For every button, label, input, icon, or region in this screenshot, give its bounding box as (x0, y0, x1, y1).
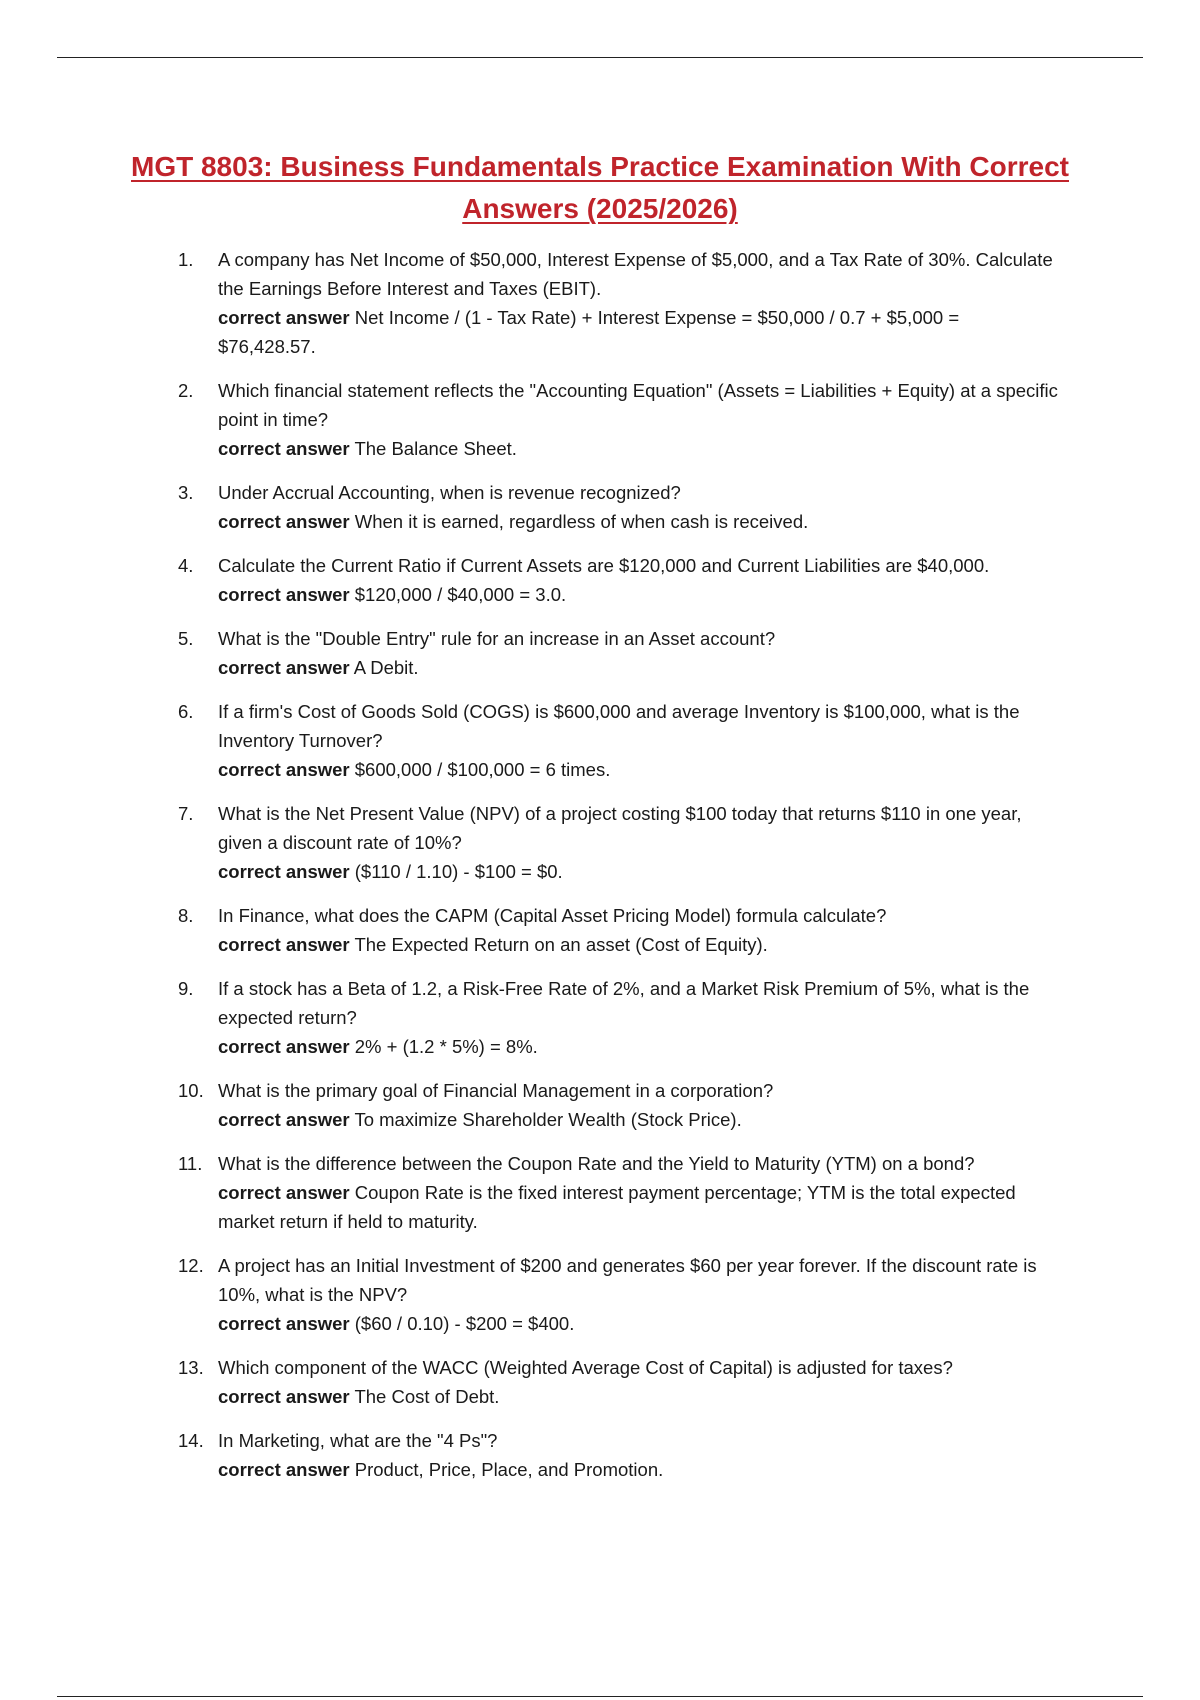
question-item (0, 1251, 1200, 1338)
question-number: 13. (178, 1357, 204, 1378)
answer-text: Product, Price, Place, and Promotion. (354, 1459, 664, 1480)
question-text: Which component of the WACC (Weighted Average Cost of Capital) is adjusted for taxes? (218, 1357, 953, 1378)
answer-line (218, 1382, 1060, 1411)
answer-line (218, 1455, 1060, 1484)
answer-text: $120,000 / $40,000 = 3.0. (354, 584, 567, 605)
question-item (0, 245, 1200, 361)
question-item (0, 551, 1200, 609)
question-text: A project has an Initial Investment of $200 and generates $60 per year forever. If the discount rate is 10%, what is the NPV? (218, 1255, 1037, 1305)
question-number: 4. (178, 555, 194, 576)
answer-line (218, 930, 1060, 959)
answer-line (218, 1032, 1060, 1061)
answer-label: correct answer (218, 1313, 350, 1334)
answer-line (218, 653, 1060, 682)
question-number: 8. (178, 905, 194, 926)
question-text: What is the "Double Entry" rule for an increase in an Asset account? (218, 628, 776, 649)
question-number: 5. (178, 628, 194, 649)
answer-line (218, 580, 1060, 609)
question-item (0, 1149, 1200, 1236)
answer-label: correct answer (218, 1459, 350, 1480)
answer-text: ($110 / 1.10) - $100 = $0. (354, 861, 563, 882)
answer-line (218, 434, 1060, 463)
question-number: 3. (178, 482, 194, 503)
question-item (0, 697, 1200, 784)
question-text: If a firm's Cost of Goods Sold (COGS) is $600,000 and average Inventory is $100,000, what is the Inventory Turnover? (218, 701, 1020, 751)
answer-text: $600,000 / $100,000 = 6 times. (354, 759, 611, 780)
question-text: A company has Net Income of $50,000, Interest Expense of $5,000, and a Tax Rate of 30%. Calculate the Earnings Before Interest and Taxes (EBIT). (218, 249, 1053, 299)
answer-label: correct answer (218, 1386, 350, 1407)
question-item (0, 1426, 1200, 1484)
answer-line (218, 1309, 1060, 1338)
answer-text: 2% + (1.2 * 5%) = 8%. (354, 1036, 538, 1057)
answer-line (218, 303, 1060, 361)
header-rule (57, 57, 1143, 58)
question-item (0, 799, 1200, 886)
question-number: 12. (178, 1255, 204, 1276)
footer-rule (57, 1696, 1143, 1697)
answer-text: The Expected Return on an asset (Cost of Equity). (354, 934, 768, 955)
answer-label: correct answer (218, 1036, 350, 1057)
question-text: What is the Net Present Value (NPV) of a project costing $100 today that returns $110 in one year, given a discount rate of 10%? (218, 803, 1022, 853)
answer-label: correct answer (218, 759, 350, 780)
question-text: Calculate the Current Ratio if Current Assets are $120,000 and Current Liabilities are $40,000. (218, 555, 990, 576)
question-item (0, 1353, 1200, 1411)
answer-text: Net Income / (1 - Tax Rate) + Interest Expense = $50,000 / 0.7 + $5,000 = $76,428.57. (218, 307, 960, 357)
answer-label: correct answer (218, 861, 350, 882)
question-number: 2. (178, 380, 194, 401)
answer-label: correct answer (218, 1182, 350, 1203)
answer-text: The Balance Sheet. (354, 438, 517, 459)
answer-label: correct answer (218, 584, 350, 605)
question-text: Which financial statement reflects the "Accounting Equation" (Assets = Liabilities + Equity) at a specific point in time? (218, 380, 1058, 430)
answer-text: ($60 / 0.10) - $200 = $400. (354, 1313, 575, 1334)
answer-label: correct answer (218, 307, 350, 328)
page-title: MGT 8803: Business Fundamentals Practice Examination With Correct Answers (2025/2026) (131, 151, 1069, 224)
question-item (0, 478, 1200, 536)
answer-label: correct answer (218, 934, 350, 955)
question-number: 14. (178, 1430, 204, 1451)
answer-label: correct answer (218, 438, 350, 459)
question-text: What is the difference between the Coupon Rate and the Yield to Maturity (YTM) on a bond? (218, 1153, 975, 1174)
question-item (0, 901, 1200, 959)
answer-text: To maximize Shareholder Wealth (Stock Price). (354, 1109, 742, 1130)
question-item (0, 624, 1200, 682)
question-text: What is the primary goal of Financial Management in a corporation? (218, 1080, 774, 1101)
question-text: In Marketing, what are the "4 Ps"? (218, 1430, 498, 1451)
question-item (0, 974, 1200, 1061)
answer-line (218, 507, 1060, 536)
question-text: Under Accrual Accounting, when is revenue recognized? (218, 482, 681, 503)
answer-line (218, 755, 1060, 784)
question-number: 7. (178, 803, 194, 824)
answer-label: correct answer (218, 1109, 350, 1130)
answer-line (218, 1105, 1060, 1134)
question-number: 10. (178, 1080, 204, 1101)
question-number: 1. (178, 249, 194, 270)
question-list (0, 245, 1200, 1499)
answer-label: correct answer (218, 657, 350, 678)
question-item (0, 376, 1200, 463)
answer-line (218, 857, 1060, 886)
answer-label: correct answer (218, 511, 350, 532)
answer-text: The Cost of Debt. (354, 1386, 500, 1407)
question-text: If a stock has a Beta of 1.2, a Risk-Free Rate of 2%, and a Market Risk Premium of 5%, what is the expected return? (218, 978, 1030, 1028)
answer-line (218, 1178, 1060, 1236)
answer-text: When it is earned, regardless of when cash is received. (354, 511, 809, 532)
question-text: In Finance, what does the CAPM (Capital Asset Pricing Model) formula calculate? (218, 905, 887, 926)
question-item (0, 1076, 1200, 1134)
answer-text: A Debit. (353, 657, 419, 678)
question-number: 6. (178, 701, 194, 722)
question-number: 9. (178, 978, 194, 999)
question-number: 11. (178, 1153, 203, 1174)
answer-text: Coupon Rate is the fixed interest payment percentage; YTM is the total expected market return if held to maturity. (218, 1182, 1016, 1232)
